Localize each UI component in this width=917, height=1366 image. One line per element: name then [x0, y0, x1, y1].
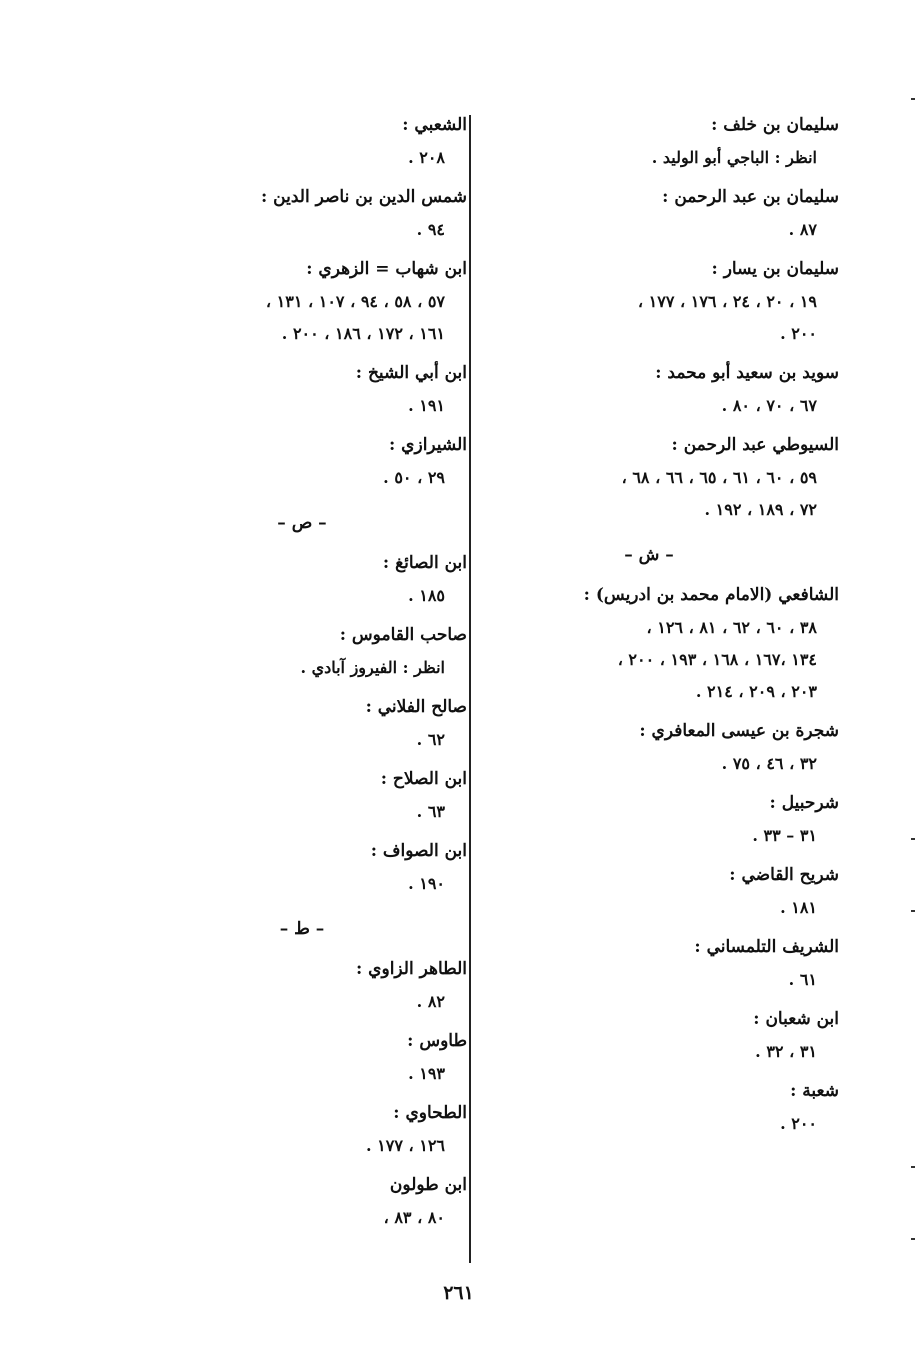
section-letter-heading: – ط –: [279, 919, 325, 939]
index-entry: [459, 1002, 839, 1068]
entry-name: الطاهر الزاوي :: [355, 959, 467, 979]
entry-page-refs: ٦٢ .: [416, 730, 445, 749]
index-entry: [137, 180, 467, 246]
index-entry: [137, 428, 467, 494]
entry-page-refs: ١٦١ ، ١٧٢ ، ١٨٦ ، ٢٠٠ .: [281, 324, 445, 343]
entry-page-refs: ١٨١ .: [780, 898, 817, 917]
index-entry: [137, 1168, 467, 1234]
index-entry: [137, 834, 467, 900]
entry-page-refs: ٣٨ ، ٦٠ ، ٦٢ ، ٨١ ، ١٢٦ ،: [646, 618, 817, 637]
index-entry: [459, 1074, 839, 1140]
index-entry: [137, 546, 467, 612]
entry-page-refs: ٦٣ .: [416, 802, 445, 821]
entry-page-refs: ١٩ ، ٢٠ ، ٢٤ ، ١٧٦ ، ١٧٧ ،: [637, 292, 817, 311]
entry-name: ابن طولون: [389, 1175, 467, 1195]
entry-name: ابن الصلاح :: [380, 769, 467, 789]
entry-page-refs: ٣١ ، ٣٢ .: [755, 1042, 817, 1061]
entry-page-refs: ٦٧ ، ٧٠ ، ٨٠ .: [721, 396, 817, 415]
margin-mark: [911, 98, 915, 100]
index-column-left: [137, 108, 467, 1240]
section-letter-heading: – ص –: [277, 513, 327, 533]
page-number: ٢٦١: [443, 1282, 474, 1304]
entry-page-refs: ١٩١ .: [408, 396, 445, 415]
index-column-right: [459, 108, 839, 1146]
entry-page-refs: انظر : الفيروز آبادي .: [300, 658, 445, 677]
entry-name: شعبة :: [790, 1081, 839, 1101]
entry-name: الطحاوي :: [393, 1103, 467, 1123]
entry-page-refs: ٢٠٣ ، ٢٠٩ ، ٢١٤ .: [695, 682, 817, 701]
entry-page-refs: ٨٠ ، ٨٣ ،: [383, 1208, 445, 1227]
margin-mark: [911, 1166, 915, 1168]
entry-name: صالح الفلاني :: [365, 697, 467, 717]
margin-mark: [911, 838, 915, 840]
entry-name: السيوطي عبد الرحمن :: [671, 435, 839, 455]
index-entry: [459, 356, 839, 422]
entry-page-refs: ٣٢ ، ٤٦ ، ٧٥ .: [721, 754, 817, 773]
entry-page-refs: ١٢٦ ، ١٧٧ .: [365, 1136, 445, 1155]
entry-page-refs: ٦١ .: [788, 970, 817, 989]
index-entry: [459, 930, 839, 996]
column-divider: [469, 115, 471, 1263]
index-entry: [137, 1096, 467, 1162]
entry-name: ابن شعبان :: [753, 1009, 839, 1029]
index-entry: [137, 252, 467, 350]
entry-page-refs: ١٩٠ .: [408, 874, 445, 893]
entry-page-refs: انظر : الباجي أبو الوليد .: [651, 148, 817, 167]
index-entry: [137, 762, 467, 828]
margin-mark: [911, 910, 915, 912]
index-entry: [137, 690, 467, 756]
entry-name: شرحبيل :: [769, 793, 839, 813]
entry-page-refs: ٢٠٠ .: [780, 1114, 817, 1133]
entry-page-refs: ٥٧ ، ٥٨ ، ٩٤ ، ١٠٧ ، ١٣١ ،: [265, 292, 445, 311]
entry-name: سليمان بن خلف :: [711, 115, 839, 135]
entry-page-refs: ٢٩ ، ٥٠ .: [383, 468, 445, 487]
entry-name: صاحب القاموس :: [339, 625, 467, 645]
margin-mark: [911, 1238, 915, 1240]
index-entry: [459, 428, 839, 526]
entry-page-refs: ٢٠٨ .: [408, 148, 445, 167]
entry-page-refs: ١٩٣ .: [408, 1064, 445, 1083]
entry-name: سويد بن سعيد أبو محمد :: [655, 363, 839, 383]
index-entry: [459, 858, 839, 924]
entry-page-refs: ١٣٤ ،١٦٧ ، ١٦٨ ، ١٩٣ ، ٢٠٠ ،: [617, 650, 817, 669]
index-entry: [459, 786, 839, 852]
entry-page-refs: ٨٧ .: [788, 220, 817, 239]
entry-name: الشافعي (الامام محمد بن ادريس) :: [583, 585, 839, 605]
entry-name: الشعبي :: [402, 115, 467, 135]
entry-name: ابن أبي الشيخ :: [355, 363, 467, 383]
entry-page-refs: ٢٠٠ .: [780, 324, 817, 343]
entry-name: سليمان بن عبد الرحمن :: [662, 187, 839, 207]
entry-page-refs: ٨٢ .: [416, 992, 445, 1011]
entry-name: سليمان بن يسار :: [711, 259, 839, 279]
index-entry: [459, 108, 839, 174]
index-entry: [137, 1024, 467, 1090]
section-letter-heading: – ش –: [624, 545, 674, 565]
entry-name: طاوس :: [407, 1031, 467, 1051]
entry-name: ابن شهاب = الزهري :: [306, 259, 467, 279]
index-entry: [137, 952, 467, 1018]
index-entry: [137, 356, 467, 422]
index-entry: [459, 714, 839, 780]
entry-name: شجرة بن عيسى المعافري :: [639, 721, 839, 741]
index-entry: [459, 180, 839, 246]
entry-name: شريح القاضي :: [729, 865, 839, 885]
entry-name: الشيرازي :: [388, 435, 467, 455]
entry-page-refs: ٧٢ ، ١٨٩ ، ١٩٢ .: [704, 500, 817, 519]
entry-page-refs: ٣١ – ٣٣ .: [752, 826, 817, 845]
index-entry: [459, 252, 839, 350]
entry-name: الشريف التلمساني :: [694, 937, 839, 957]
entry-page-refs: ١٨٥ .: [408, 586, 445, 605]
entry-name: ابن الصائغ :: [382, 553, 467, 573]
entry-name: ابن الصواف :: [370, 841, 467, 861]
entry-name: شمس الدين بن ناصر الدين :: [260, 187, 467, 207]
entry-page-refs: ٩٤ .: [416, 220, 445, 239]
entry-page-refs: ٥٩ ، ٦٠ ، ٦١ ، ٦٥ ، ٦٦ ، ٦٨ ،: [621, 468, 817, 487]
index-entry: [137, 618, 467, 684]
index-entry: [137, 108, 467, 174]
index-entry: [459, 578, 839, 708]
